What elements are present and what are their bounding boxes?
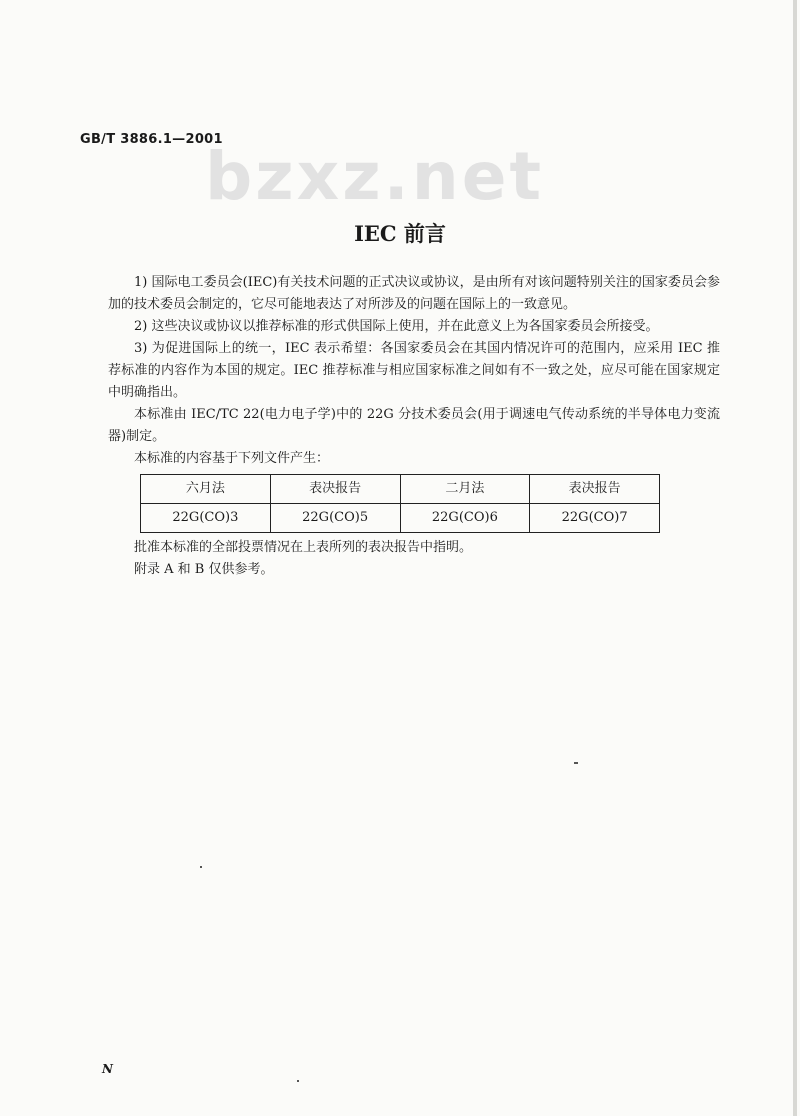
scan-speck [574, 762, 578, 764]
standard-code: GB/T 3886.1—2001 [80, 132, 223, 147]
paragraph-1: 1) 国际电工委员会(IEC)有关技术问题的正式决议或协议，是由所有对该问题特别关注的国家委员会参加的技术委员会制定的，它尽可能地表达了对所涉及的问题在国际上的一致意见。 [108, 275, 720, 312]
documents-table [140, 474, 660, 533]
paragraph-annex-note: 附录 A 和 B 仅供参考。 [134, 562, 274, 577]
documents-table-wrapper [140, 474, 720, 533]
body-text [108, 272, 720, 581]
table-header-cell: 六月法 [141, 475, 271, 504]
page-footer-mark: N [102, 1062, 113, 1076]
paragraph-3: 3) 为促进国际上的统一，IEC 表示希望：各国家委员会在其国内情况许可的范围内，应采用 IEC 推荐标准的内容作为本国的规定。IEC 推荐标准与相应国家标准之间如有不一致之处，应尽可能在国家规定中明确指出。 [108, 341, 720, 400]
table-header-row [141, 475, 660, 504]
paragraph-5: 本标准的内容基于下列文件产生： [134, 451, 330, 466]
table-header-cell: 表决报告 [270, 475, 400, 504]
table-cell: 22G(CO)3 [141, 504, 271, 533]
scan-speck [200, 866, 202, 868]
page-title: IEC 前言 [354, 221, 446, 246]
scan-speck [297, 1080, 299, 1082]
paragraph-approval: 批准本标准的全部投票情况在上表所列的表决报告中指明。 [134, 540, 473, 555]
paragraph-4: 本标准由 IEC/TC 22(电力电子学)中的 22G 分技术委员会(用于调速电气传动系统的半导体电力变流器)制定。 [108, 407, 720, 444]
paragraph-2: 2) 这些决议或协议以推荐标准的形式供国际上使用，并在此意义上为各国家委员会所接受。 [134, 319, 659, 334]
table-cell: 22G(CO)5 [270, 504, 400, 533]
table-cell: 22G(CO)6 [400, 504, 530, 533]
table-row [141, 504, 660, 533]
scan-speck [793, 0, 797, 1116]
table-header-cell: 表决报告 [530, 475, 660, 504]
table-header-cell: 二月法 [400, 475, 530, 504]
watermark: bzxz.net [205, 138, 545, 215]
table-cell: 22G(CO)7 [530, 504, 660, 533]
